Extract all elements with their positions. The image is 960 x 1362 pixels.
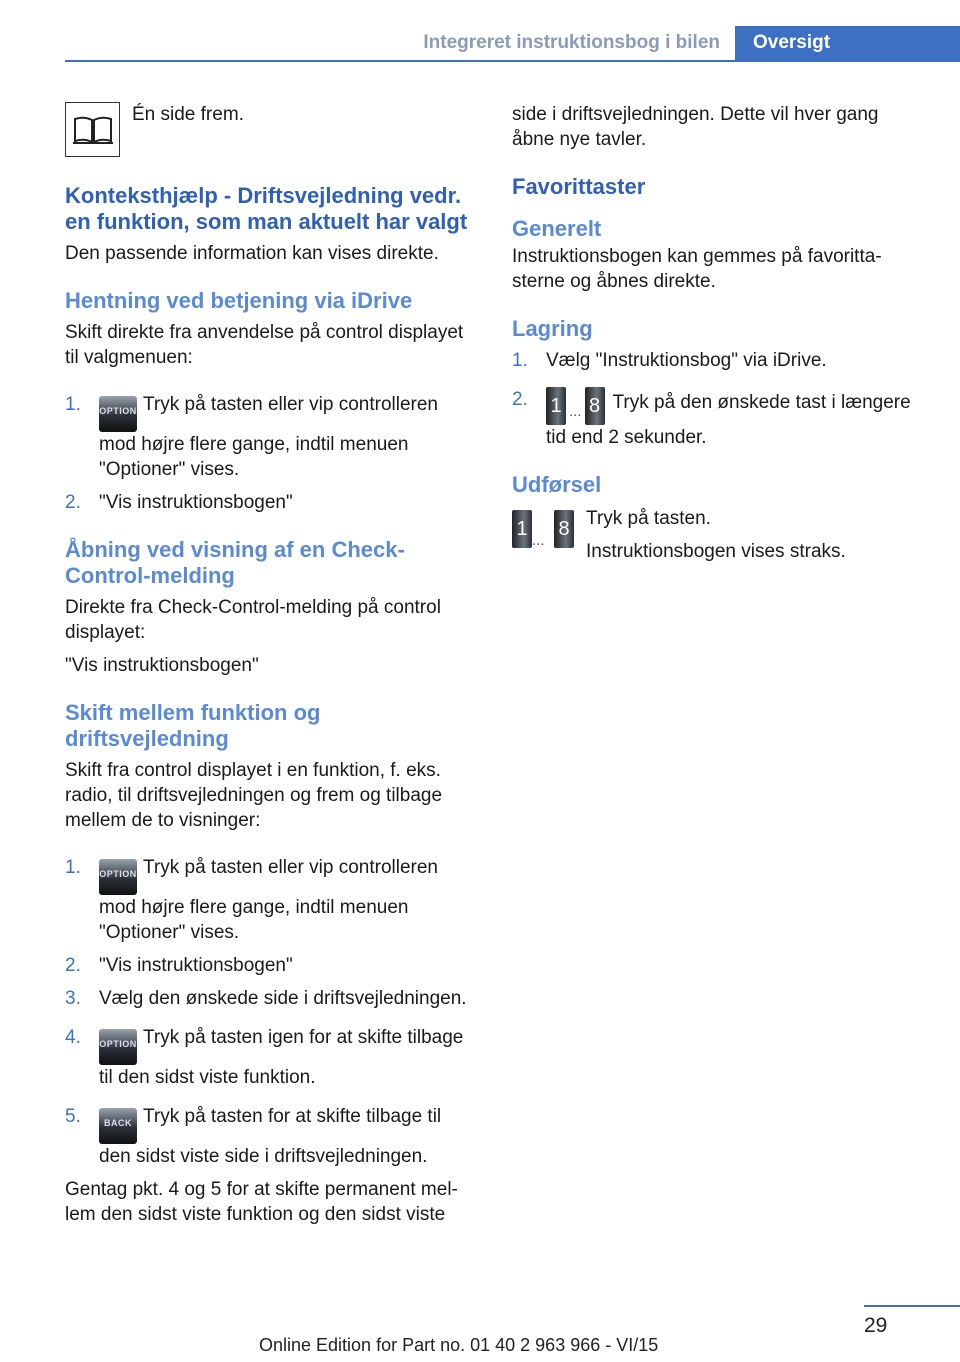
list-number: 3. xyxy=(65,988,81,1009)
list-item xyxy=(65,953,477,978)
list-number: 1. xyxy=(512,350,528,371)
list-item xyxy=(65,1025,477,1090)
edition-note: Online Edition for Part no. 01 40 2 963 966 - VI/15 xyxy=(259,1335,659,1355)
heading-switch: Skift mellem funktion og driftsvejledning xyxy=(65,700,321,751)
list-item xyxy=(65,490,477,515)
key-eight-icon: 8 xyxy=(554,510,574,548)
list-item xyxy=(65,1104,477,1169)
paragraph-repeat: Gentag pkt. 4 og 5 for at skifte permanent mellem den sidst viste funktion og den sidst viste xyxy=(65,1179,458,1225)
option-button-icon: OPTION xyxy=(99,396,137,432)
paragraph-switch: Skift fra control displayet i en funktion, f. eks. radio, til driftsvejledningen og frem og tilbage mellem de to visninger: xyxy=(65,760,443,831)
book-note xyxy=(65,102,477,157)
list-item xyxy=(512,348,912,373)
execute-line-2: Instruktionsbogen vises straks. xyxy=(586,541,846,562)
list-text: "Vis instruktionsbogen" xyxy=(99,955,293,976)
key-one-icon: 1 xyxy=(546,387,566,425)
heading-idrive: Hentning ved betjening via iDrive xyxy=(65,288,413,313)
note-text: Én side frem. xyxy=(132,104,244,125)
execute-line-1: Tryk på tasten. xyxy=(586,508,711,529)
header-section-title: Integreret instruktionsbog i bilen xyxy=(423,32,720,53)
book-icon xyxy=(65,102,120,157)
list-number: 1. xyxy=(65,857,81,878)
list-number: 2. xyxy=(65,492,81,513)
list-save xyxy=(512,348,912,450)
list-text: Tryk på den ønskede tast i længere tid end 2 sekunder. xyxy=(546,392,911,448)
key-eight-icon: 8 xyxy=(585,387,605,425)
heading-execute: Udførsel xyxy=(512,472,602,497)
paragraph-idrive: Skift direkte fra anvendelse på control displayet til valgmenuen: xyxy=(65,322,464,368)
paragraph-general: Instruktionsbogen kan gemmes på favorittasterne og åbnes direkte. xyxy=(512,246,882,292)
footer-divider xyxy=(864,1305,960,1307)
list-number: 1. xyxy=(65,394,81,415)
heading-save: Lagring xyxy=(512,316,593,341)
ellipsis: ... xyxy=(569,403,582,420)
page-header xyxy=(65,26,960,62)
list-text: Vælg "Instruktionsbog" via iDrive. xyxy=(546,350,827,371)
list-text: Tryk på tasten igen for at skifte tilbage til den sidst viste funktion. xyxy=(99,1027,464,1088)
list-number: 4. xyxy=(65,1027,81,1048)
list-text: Tryk på tasten eller vip controlleren mod højre flere gange, indtil menuen "Optioner" vises. xyxy=(99,857,438,943)
list-idrive xyxy=(65,392,477,515)
header-divider xyxy=(65,60,960,62)
list-number: 5. xyxy=(65,1106,81,1127)
heading-context-help: Konteksthjælp - Driftsvejledning vedr. en funktion, som man aktuelt har valgt xyxy=(65,183,468,234)
list-text: Tryk på tasten for at skifte tilbage til den sidst viste side i driftsvejledningen. xyxy=(99,1106,442,1167)
list-item xyxy=(512,387,912,450)
execute-block xyxy=(512,506,912,572)
paragraph-context-help: Den passende information kan vises direkte. xyxy=(65,243,439,264)
favorite-keys-icon xyxy=(512,510,576,552)
header-tab: Oversigt xyxy=(735,26,960,62)
option-button-icon: OPTION xyxy=(99,859,137,895)
list-text: "Vis instruktionsbogen" xyxy=(99,492,293,513)
list-item xyxy=(65,986,477,1011)
list-item xyxy=(65,855,477,945)
list-switch xyxy=(65,855,477,1169)
ellipsis: ... xyxy=(532,532,545,549)
list-number: 2. xyxy=(65,955,81,976)
key-one-icon: 1 xyxy=(512,510,532,548)
page-number: 29 xyxy=(864,1314,888,1337)
paragraph-check-control-2: "Vis instruktionsbogen" xyxy=(65,655,259,676)
right-column xyxy=(512,102,912,572)
paragraph-check-control: Direkte fra Check-Control-melding på control displayet: xyxy=(65,597,441,643)
back-button-icon: BACK xyxy=(99,1108,137,1144)
left-column xyxy=(65,102,477,1235)
list-text: Vælg den ønskede side i driftsvejledningen. xyxy=(99,988,467,1009)
list-number: 2. xyxy=(512,389,528,410)
heading-check-control: Åbning ved visning af en Check-Control-melding xyxy=(65,537,405,588)
heading-favorites: Favorittaster xyxy=(512,174,646,199)
option-button-icon: OPTION xyxy=(99,1029,137,1065)
list-item xyxy=(65,392,477,482)
heading-general: Generelt xyxy=(512,216,602,241)
list-text: Tryk på tasten eller vip controlleren mod højre flere gange, indtil menuen "Optioner" vises. xyxy=(99,394,438,480)
paragraph-continue: side i driftsvejledningen. Dette vil hver gang åbne nye tavler. xyxy=(512,104,879,150)
